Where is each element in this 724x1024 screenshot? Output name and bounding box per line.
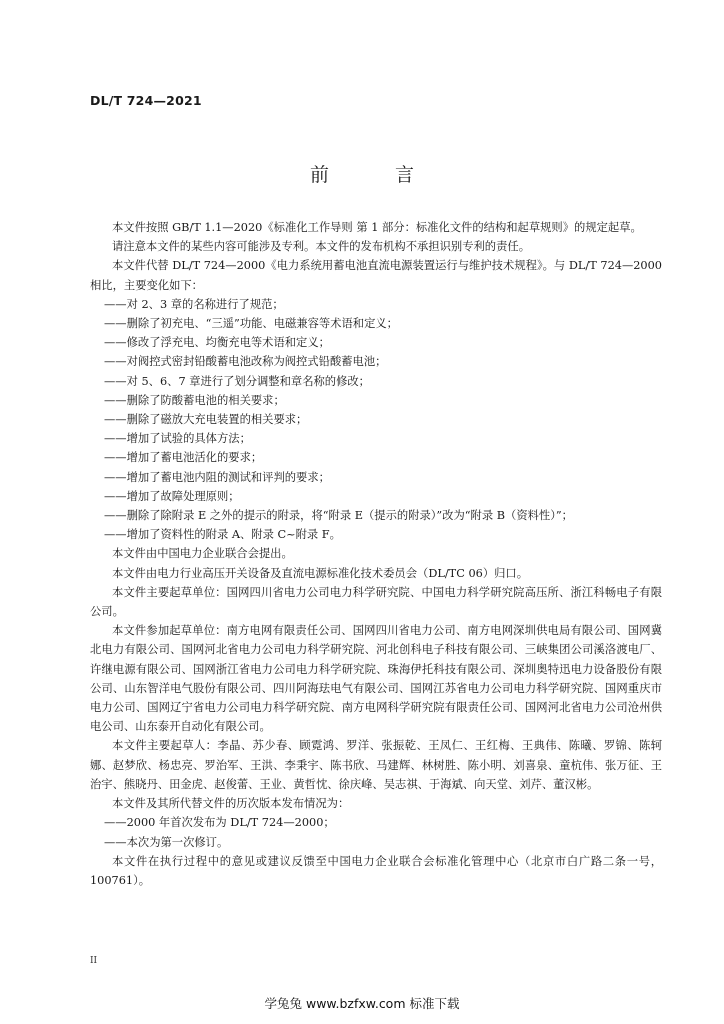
paragraph: 本文件由电力行业高压开关设备及直流电源标准化技术委员会（DL/TC 06）归口。 <box>112 566 529 580</box>
paragraph: 本文件按照 GB/T 1.1—2020《标准化工作导则 第 1 部分：标准化文件的结构和起草规则》的规定起草。 <box>112 221 642 234</box>
list-item: ——修改了浮充电、均衡充电等术语和定义； <box>104 336 330 350</box>
list-item: ——增加了试验的具体方法； <box>104 432 251 446</box>
paragraph: 本文件由中国电力企业联合会提出。 <box>112 547 293 561</box>
list-item: ——增加了蓄电池活化的要求； <box>104 451 263 465</box>
list-item: ——本次为第一次修订。 <box>104 835 229 849</box>
page-title: 前 言 <box>309 164 445 186</box>
list-item: ——2000 年首次发布为 DL/T 724—2000； <box>104 816 335 830</box>
list-item: ——增加了蓄电池内阻的测试和评判的要求； <box>104 470 330 484</box>
list-item: ——增加了资料性的附录 A、附录 C~附录 F。 <box>104 528 341 542</box>
list-item: ——删除了磁放大充电装置的相关要求； <box>104 413 308 427</box>
list-item: ——对阀控式密封铅酸蓄电池改称为阀控式铅酸蓄电池； <box>104 355 387 369</box>
paragraph: 本文件在执行过程中的意见或建议反馈至中国电力企业联合会标准化管理中心（北京市白广路二条一号，100761）。 <box>90 854 662 887</box>
page-number: II <box>90 956 98 966</box>
paragraph: 本文件及其所代替文件的历次版本发布情况为： <box>112 797 350 811</box>
footer-watermark: 学兔兔 www.bzfxw.com 标准下载 <box>264 996 460 1011</box>
foreword-body <box>90 218 662 890</box>
list-item: ——删除了除附录 E 之外的提示的附录，将“附录 E（提示的附录）”改为“附录 B（资料性）”； <box>104 509 573 523</box>
paragraph: 请注意本文件的某些内容可能涉及专利。本文件的发布机构不承担识别专利的责任。 <box>112 240 530 254</box>
list-item: ——增加了故障处理原则； <box>104 489 240 503</box>
list-item: ——删除了防酸蓄电池的相关要求； <box>104 393 285 407</box>
paragraph: 本文件代替 DL/T 724—2000《电力系统用蓄电池直流电源装置运行与维护技术规程》。与 DL/T 724—2000 相比，主要变化如下： <box>90 259 662 292</box>
standard-number: DL/T 724—2021 <box>90 93 202 108</box>
paragraph: 本文件主要起草人：李晶、苏少春、顾霓鸿、罗洋、张振乾、王凤仁、王红梅、王典伟、陈曦、罗锦、陈轲娜、赵梦欣、杨忠亮、罗治军、王洪、李秉宇、陈书欣、马建辉、林树胜、陈小明、刘喜泉、童杭伟、张万征、王治宇、熊晓丹、田金虎、赵俊蕾、王业、黄哲忱、徐庆峰、吴志祺、于海斌、向天堂、刘芹、董汉彬。 <box>90 739 662 791</box>
list-item: ——对 2、3 章的名称进行了规范； <box>104 297 284 311</box>
list-item: ——删除了初充电、“三遥”功能、电磁兼容等术语和定义； <box>104 317 398 331</box>
paragraph: 本文件主要起草单位：国网四川省电力公司电力科学研究院、中国电力科学研究院高压所、浙江科畅电子有限公司。 <box>90 585 662 619</box>
paragraph: 本文件参加起草单位：南方电网有限责任公司、国网四川省电力公司、南方电网深圳供电局有限公司、国网冀北电力有限公司、国网河北省电力公司电力科学研究院、河北创科电子科技有限公司、三峡集团公司溪洛渡电厂、许继电源有限公司、国网浙江省电力公司电力科学研究院、珠海伊托科技有限公司、深圳奥特迅电力设备股份有限公司、山东智洋电气股份有限公司、四川阿海珐电气有限公司、国网江苏省电力公司电力科学研究院、国网重庆市电力公司、国网辽宁省电力公司电力科学研究院、南方电网科学研究院有限责任公司、国网河北省电力公司沧州供电公司、山东泰开自动化有限公司。 <box>90 624 662 734</box>
list-item: ——对 5、6、7 章进行了划分调整和章名称的修改； <box>104 374 370 388</box>
